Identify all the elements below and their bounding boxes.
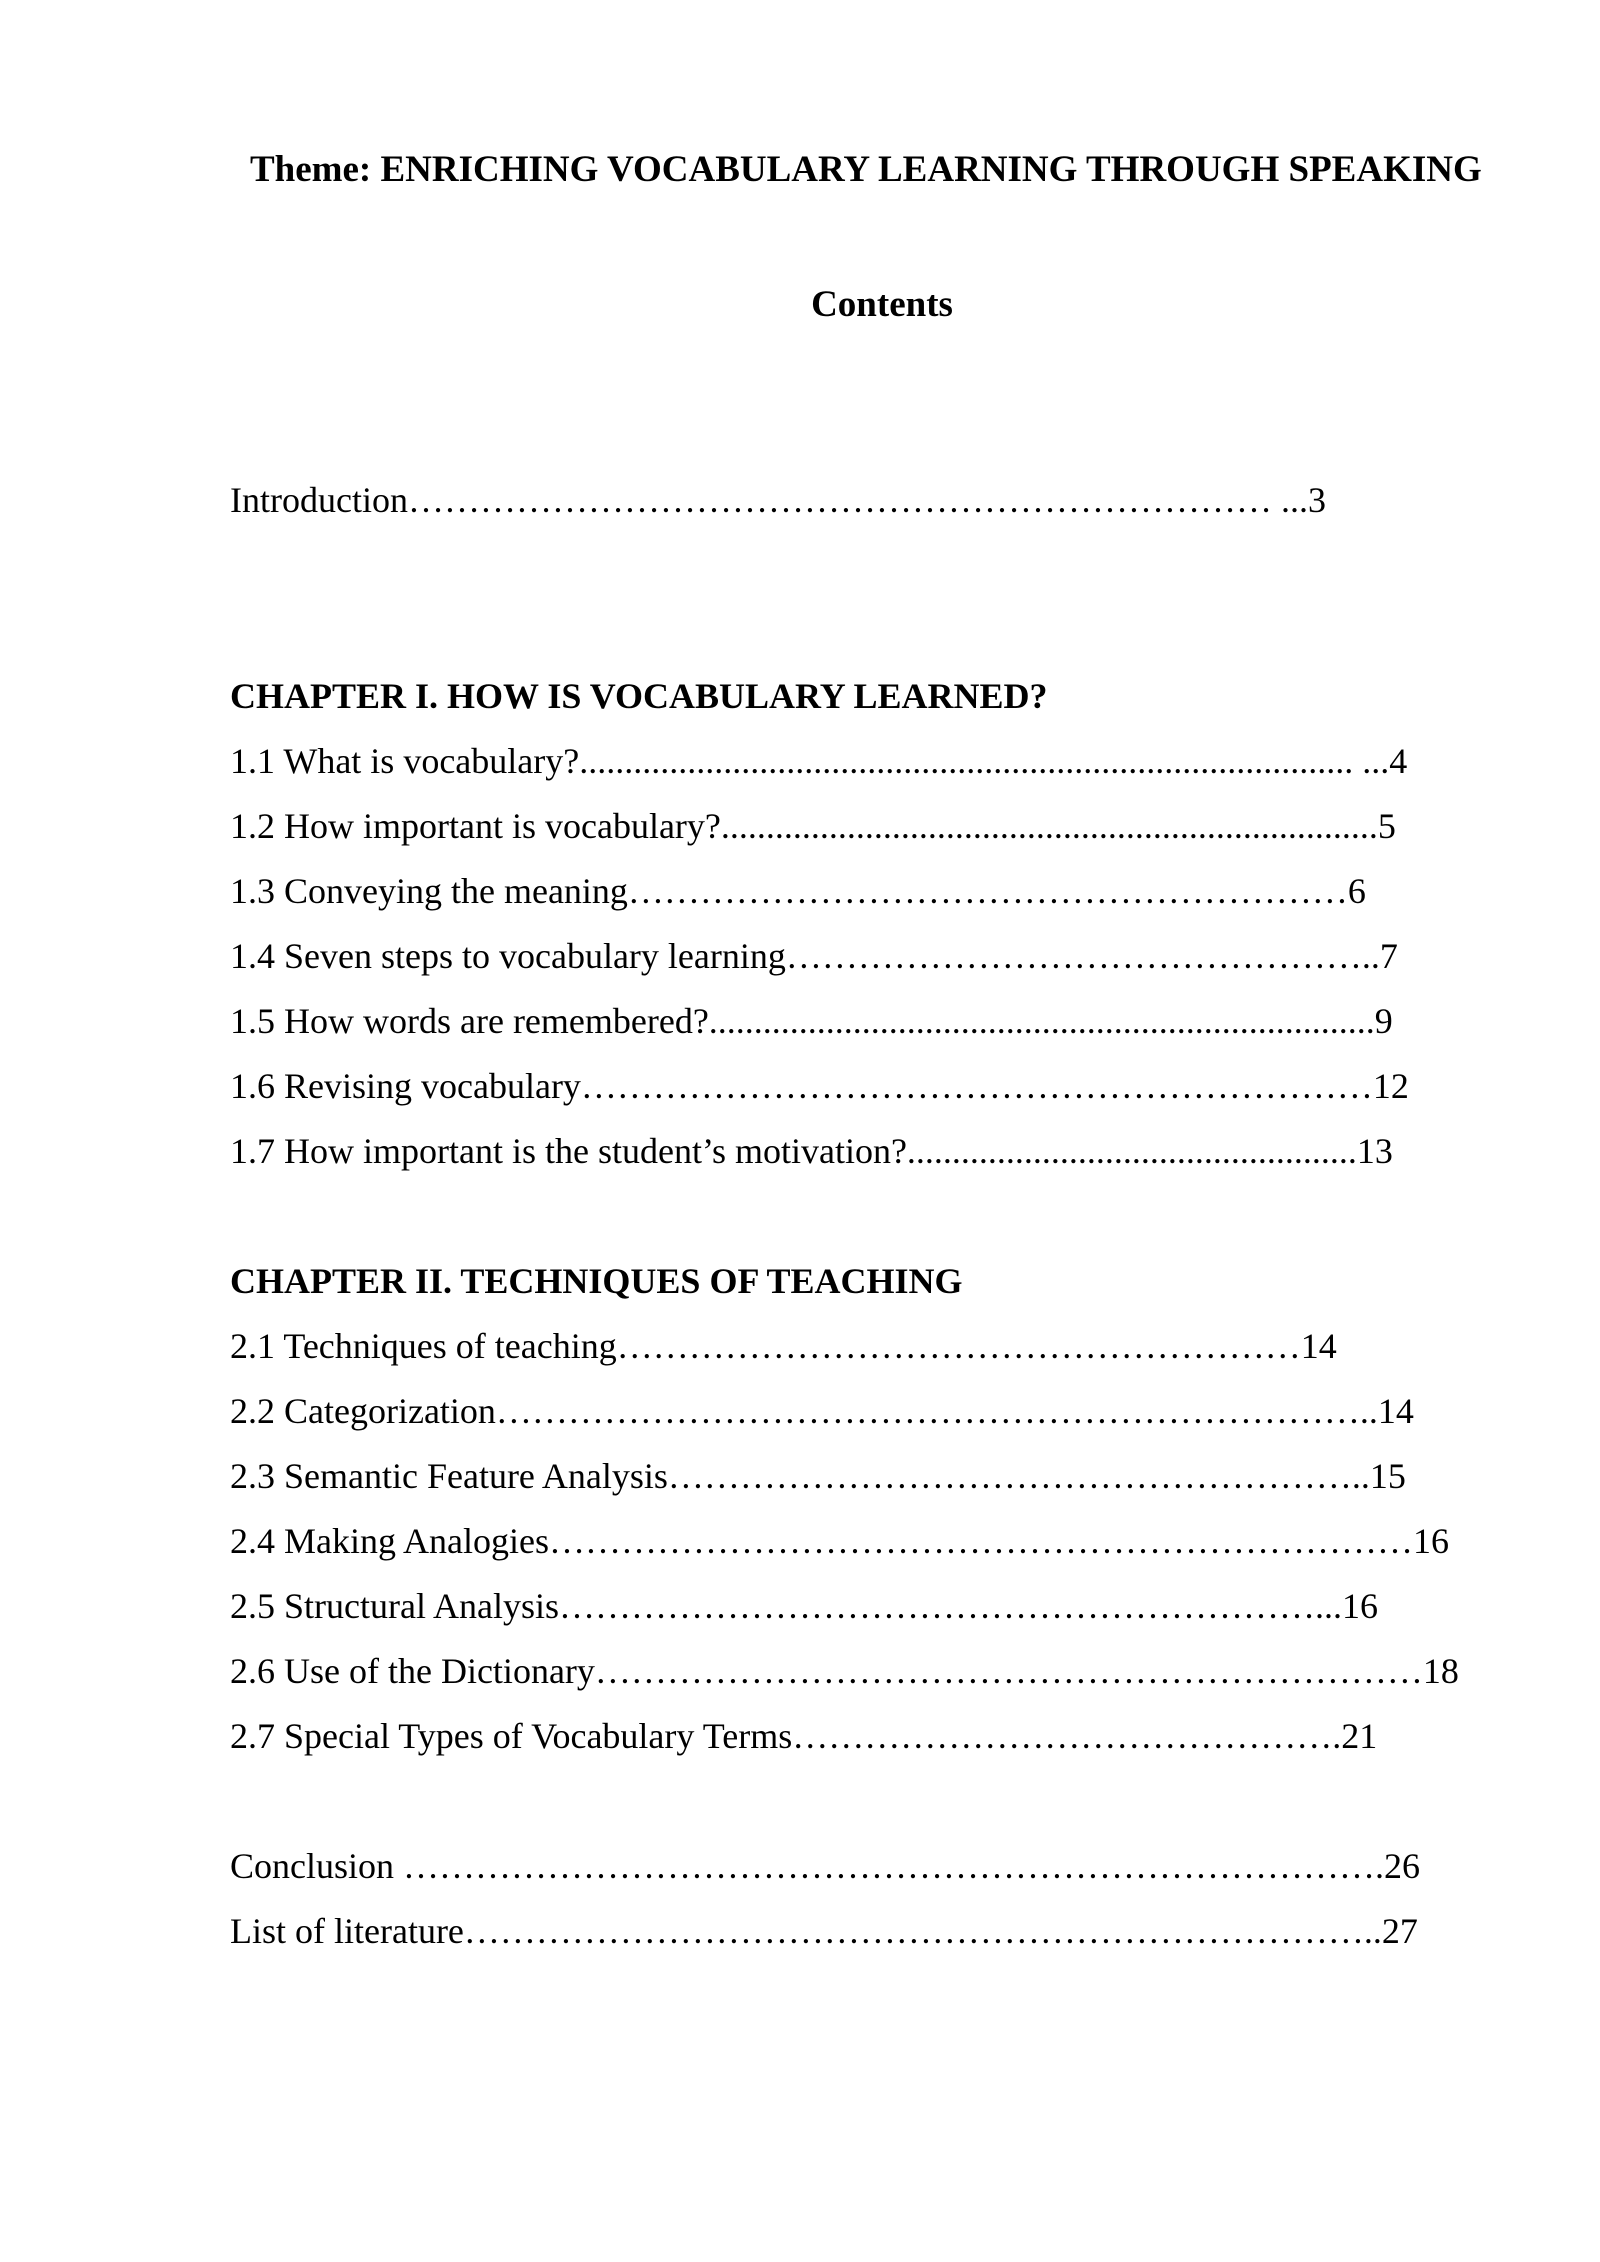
toc-item-1-6[interactable]: 1.6 Revising vocabulary…………………………………………………………12 [230, 1066, 1409, 1106]
toc-item-1-1[interactable]: 1.1 What is vocabulary?...................................................................................... ...4 [230, 741, 1408, 781]
document-theme: Theme: ENRICHING VOCABULARY LEARNING THROUGH SPEAKING [250, 149, 1482, 190]
contents-heading: Contents [811, 284, 953, 325]
toc-item-1-2[interactable]: 1.2 How important is vocabulary?.........................................................................5 [230, 806, 1396, 846]
toc-item-1-7[interactable]: 1.7 How important is the student’s motivation?..................................................13 [230, 1131, 1393, 1171]
toc-item-1-3[interactable]: 1.3 Conveying the meaning……………………………………………………6 [230, 871, 1366, 911]
toc-item-2-3[interactable]: 2.3 Semantic Feature Analysis…………………………………………………..15 [230, 1456, 1406, 1496]
toc-item-2-6[interactable]: 2.6 Use of the Dictionary……………………………………………………………18 [230, 1651, 1459, 1691]
toc-item-2-2[interactable]: 2.2 Categorization………………………………………………………………..14 [230, 1391, 1414, 1431]
toc-conclusion[interactable]: Conclusion ……………………………………………………………………….26 [230, 1846, 1421, 1886]
toc-item-1-5[interactable]: 1.5 How words are remembered?..........................................................................9 [230, 1001, 1393, 1041]
toc-item-2-1[interactable]: 2.1 Techniques of teaching…………………………………………………14 [230, 1326, 1337, 1366]
toc-introduction[interactable]: Introduction……………………………………………………………… ...3 [230, 480, 1326, 520]
toc-item-2-4[interactable]: 2.4 Making Analogies………………………………………………………………16 [230, 1521, 1449, 1561]
toc-item-2-5[interactable]: 2.5 Structural Analysis………………………………………………………...16 [230, 1586, 1378, 1626]
toc-item-1-4[interactable]: 1.4 Seven steps to vocabulary learning…………………………………………..7 [230, 936, 1398, 976]
chapter-2-title[interactable]: CHAPTER II. TECHNIQUES OF TEACHING [230, 1261, 963, 1301]
toc-list-of-literature[interactable]: List of literature…………………………………………………………………..27 [230, 1911, 1418, 1951]
chapter-1-title[interactable]: CHAPTER I. HOW IS VOCABULARY LEARNED? [230, 676, 1048, 716]
toc-item-2-7[interactable]: 2.7 Special Types of Vocabulary Terms……………………………………….21 [230, 1716, 1378, 1756]
